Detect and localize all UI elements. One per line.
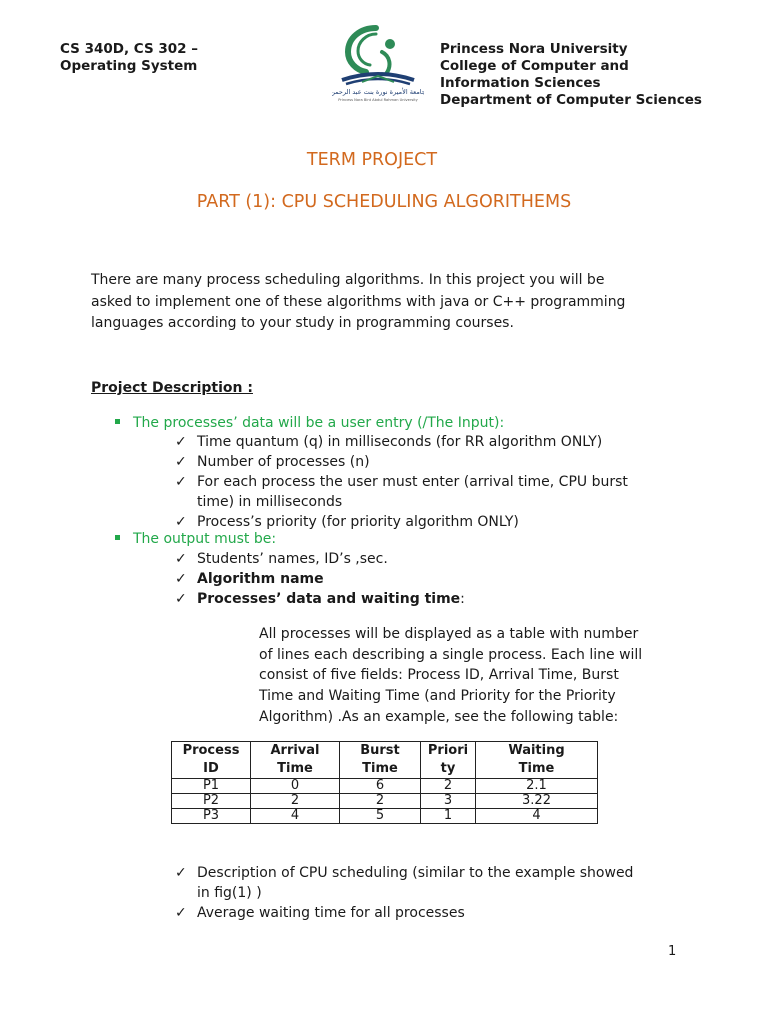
input-bullet-text: The processes’ data will be a user entry (/The Input): — [133, 415, 505, 431]
paragraph-line: consist of five fields: Process ID, Arrival Time, Burst — [259, 667, 619, 684]
table-cell: P1 — [172, 779, 251, 794]
intro-line: asked to implement one of these algorithms with java or C++ programming — [91, 293, 626, 310]
table-row — [172, 779, 598, 794]
list-item: ✓ Description of CPU scheduling (similar to the example showed in fig(1) ) — [175, 865, 634, 901]
column-header: Process ID — [172, 742, 251, 779]
table-row — [172, 794, 598, 809]
list-item: ✓ Algorithm name — [175, 571, 324, 587]
table-cell: 2 — [340, 794, 421, 809]
check-icon: ✓ — [175, 905, 187, 921]
check-icon: ✓ — [175, 454, 187, 470]
table-cell: 2 — [251, 794, 340, 809]
table-cell: P3 — [172, 809, 251, 824]
project-description-heading: Project Description : — [91, 380, 253, 396]
course-code: CS 340D, CS 302 – — [60, 41, 199, 57]
page-number: 1 — [668, 944, 677, 959]
paragraph-line: All processes will be displayed as a table with number — [259, 626, 639, 642]
university-logo-icon — [332, 22, 424, 104]
intro-paragraph — [91, 270, 681, 335]
course-name: Operating System — [60, 58, 198, 74]
list-item: ✓ Processes’ data and waiting time: — [175, 591, 465, 607]
list-item: ✓ Process’s priority (for priority algorithm ONLY) — [175, 514, 519, 530]
check-icon: ✓ — [175, 551, 187, 567]
table-cell: 1 — [421, 809, 476, 824]
table-cell: 3.22 — [476, 794, 598, 809]
column-header: Priori ty — [421, 742, 476, 779]
university-line: Department of Computer Sciences — [440, 92, 702, 108]
university-header — [440, 41, 702, 109]
output-list — [175, 549, 465, 609]
table-cell: 2.1 — [476, 779, 598, 794]
paragraph-line: Time and Waiting Time (and Priority for the Priority — [259, 688, 616, 705]
table-cell: P2 — [172, 794, 251, 809]
check-icon: ✓ — [175, 474, 187, 490]
university-line: Princess Nora University — [440, 41, 628, 57]
logo-english-text: Princess Nora Bint Abdul Rahman University — [338, 98, 418, 102]
table-cell: 2 — [421, 779, 476, 794]
course-header — [60, 41, 198, 75]
column-header: Burst Time — [340, 742, 421, 779]
check-icon: ✓ — [175, 434, 187, 450]
square-bullet-icon — [115, 535, 120, 540]
check-icon: ✓ — [175, 571, 187, 587]
check-icon: ✓ — [175, 591, 187, 607]
input-bullet — [115, 415, 504, 431]
output-bullet-text: The output must be: — [133, 531, 277, 547]
list-item: ✓ Time quantum (q) in milliseconds (for RR algorithm ONLY) — [175, 434, 603, 450]
table-row — [172, 809, 598, 824]
document-title: TERM PROJECT — [306, 150, 438, 170]
column-header: Waiting Time — [476, 742, 598, 779]
list-item: ✓ Average waiting time for all processes — [175, 905, 465, 921]
table-cell: 3 — [421, 794, 476, 809]
output-bullet — [115, 531, 276, 547]
square-bullet-icon — [115, 419, 120, 424]
logo-arabic-text: جامعة الأميرة نورة بنت عبد الرحمن — [332, 88, 424, 96]
table-cell: 6 — [340, 779, 421, 794]
list-item: ✓ Students’ names, ID’s ,sec. — [175, 551, 388, 567]
table-cell: 0 — [251, 779, 340, 794]
input-list — [175, 432, 628, 532]
intro-line: languages according to your study in programming courses. — [91, 315, 514, 331]
column-header: Arrival Time — [251, 742, 340, 779]
check-icon: ✓ — [175, 514, 187, 530]
table-cell: 4 — [251, 809, 340, 824]
document-subtitle: PART (1): CPU SCHEDULING ALGORITHEMS — [196, 192, 572, 212]
check-icon: ✓ — [175, 865, 187, 881]
intro-line: There are many process scheduling algorithms. In this project you will be — [91, 272, 605, 288]
table-header-row — [172, 742, 598, 779]
list-item: ✓ Number of processes (n) — [175, 454, 370, 470]
final-list — [175, 863, 633, 923]
university-line: Information Sciences — [440, 75, 601, 91]
example-process-table — [171, 741, 598, 824]
paragraph-line: Algorithm) .As an example, see the following table: — [259, 708, 619, 725]
paragraph-line: of lines each describing a single process. Each line will — [259, 646, 643, 663]
list-item: ✓ For each process the user must enter (arrival time, CPU burst time) in milliseconds — [175, 474, 628, 510]
university-line: College of Computer and — [440, 58, 629, 74]
table-cell: 4 — [476, 809, 598, 824]
university-logo — [332, 22, 424, 104]
table-cell: 5 — [340, 809, 421, 824]
table-description-paragraph — [259, 624, 642, 728]
